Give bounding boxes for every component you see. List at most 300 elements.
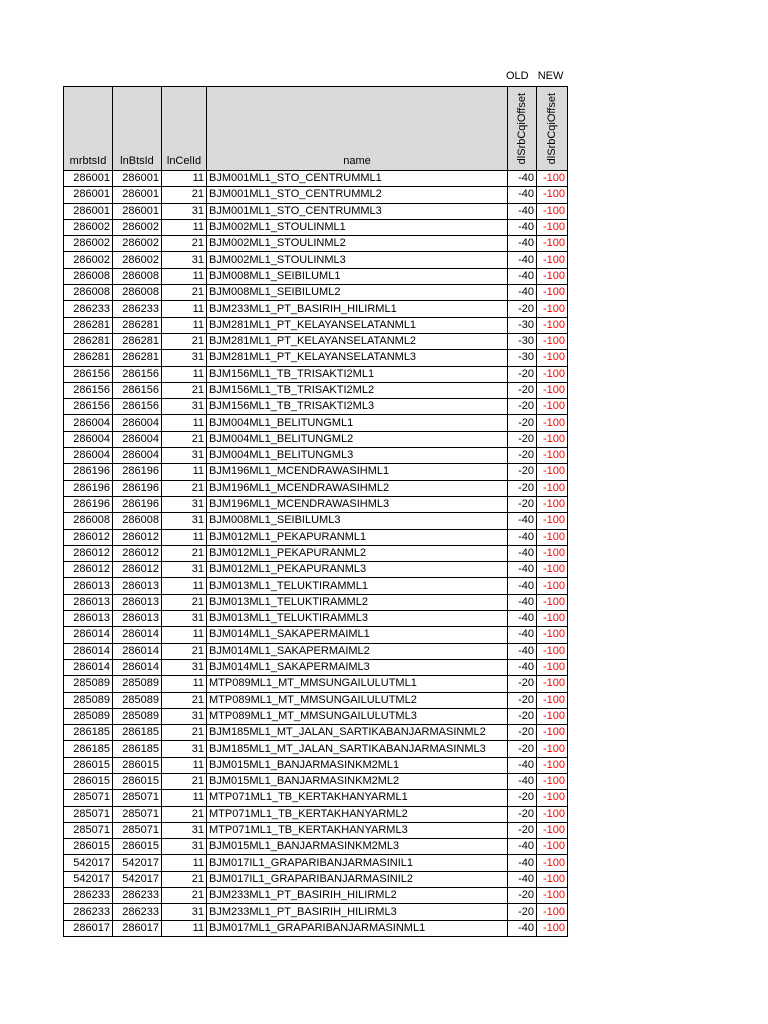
table-row: [64, 366, 568, 382]
table-row: [64, 513, 568, 529]
cell-new-offset: -100: [537, 806, 568, 822]
table-row: [64, 708, 568, 724]
cell-name: BJM015ML1_BANJARMASINKM2ML1: [207, 757, 508, 773]
cell-mrbtsid: 286001: [64, 187, 113, 203]
cell-old-offset: -20: [508, 496, 537, 512]
cell-mrbtsid: 286233: [64, 888, 113, 904]
cell-lnbtsid: 286004: [113, 431, 162, 447]
table-row: [64, 578, 568, 594]
header-row: [64, 87, 568, 171]
cell-mrbtsid: 286001: [64, 171, 113, 187]
cell-old-offset: -40: [508, 203, 537, 219]
cell-lnbtsid: 286012: [113, 562, 162, 578]
cell-mrbtsid: 286281: [64, 317, 113, 333]
cell-lnbtsid: 286008: [113, 513, 162, 529]
cell-mrbtsid: 286004: [64, 431, 113, 447]
cell-lncelid: 11: [162, 219, 207, 235]
cell-new-offset: -100: [537, 203, 568, 219]
cell-new-offset: -100: [537, 268, 568, 284]
cell-lnbtsid: 286196: [113, 496, 162, 512]
cell-mrbtsid: 286196: [64, 480, 113, 496]
cell-name: BJM281ML1_PT_KELAYANSELATANML2: [207, 333, 508, 349]
cell-lncelid: 11: [162, 366, 207, 382]
cell-mrbtsid: 286281: [64, 333, 113, 349]
table-row: [64, 350, 568, 366]
cell-lnbtsid: 286013: [113, 594, 162, 610]
cell-old-offset: -20: [508, 366, 537, 382]
cell-new-offset: -100: [537, 333, 568, 349]
table-row: [64, 545, 568, 561]
cell-old-offset: -40: [508, 578, 537, 594]
cell-old-offset: -20: [508, 692, 537, 708]
table-row: [64, 203, 568, 219]
cell-name: BJM281ML1_PT_KELAYANSELATANML1: [207, 317, 508, 333]
cell-new-offset: -100: [537, 399, 568, 415]
table-row: [64, 333, 568, 349]
cell-lncelid: 11: [162, 464, 207, 480]
cell-old-offset: -20: [508, 480, 537, 496]
table-row: [64, 317, 568, 333]
cell-lncelid: 11: [162, 578, 207, 594]
cell-lncelid: 31: [162, 252, 207, 268]
table-row: [64, 643, 568, 659]
table-row: [64, 415, 568, 431]
cell-lnbtsid: 286233: [113, 301, 162, 317]
cell-lnbtsid: 286017: [113, 920, 162, 936]
cell-lncelid: 31: [162, 659, 207, 675]
cell-mrbtsid: 286013: [64, 594, 113, 610]
cell-lncelid: 21: [162, 871, 207, 887]
cell-new-offset: -100: [537, 301, 568, 317]
cell-old-offset: -40: [508, 285, 537, 301]
cell-mrbtsid: 286012: [64, 545, 113, 561]
cell-mrbtsid: 286014: [64, 627, 113, 643]
cell-lncelid: 21: [162, 643, 207, 659]
cell-old-offset: -20: [508, 676, 537, 692]
cell-name: BJM004ML1_BELITUNGML1: [207, 415, 508, 431]
cell-lnbtsid: 285089: [113, 708, 162, 724]
old-new-labels: [506, 70, 563, 82]
table-row: [64, 757, 568, 773]
cell-lnbtsid: 286012: [113, 545, 162, 561]
cell-lncelid: 11: [162, 790, 207, 806]
cell-old-offset: -40: [508, 594, 537, 610]
cell-lnbtsid: 286281: [113, 333, 162, 349]
table-row: [64, 594, 568, 610]
table-row: [64, 871, 568, 887]
cell-new-offset: -100: [537, 871, 568, 887]
cell-name: BJM001ML1_STO_CENTRUMML3: [207, 203, 508, 219]
cell-new-offset: -100: [537, 741, 568, 757]
cell-lnbtsid: 286233: [113, 888, 162, 904]
cell-old-offset: -20: [508, 888, 537, 904]
cell-lncelid: 21: [162, 545, 207, 561]
cell-old-offset: -20: [508, 464, 537, 480]
cell-old-offset: -20: [508, 822, 537, 838]
cell-lnbtsid: 285071: [113, 790, 162, 806]
cell-mrbtsid: 285089: [64, 676, 113, 692]
cell-lnbtsid: 286001: [113, 187, 162, 203]
cell-new-offset: -100: [537, 513, 568, 529]
cell-new-offset: -100: [537, 611, 568, 627]
cell-old-offset: -30: [508, 333, 537, 349]
cell-name: BJM012ML1_PEKAPURANML2: [207, 545, 508, 561]
cell-lnbtsid: 286281: [113, 350, 162, 366]
cell-lncelid: 21: [162, 480, 207, 496]
cell-new-offset: -100: [537, 659, 568, 675]
cell-name: MTP071ML1_TB_KERTAKHANYARML1: [207, 790, 508, 806]
cell-name: BJM001ML1_STO_CENTRUMML2: [207, 187, 508, 203]
table-row: [64, 611, 568, 627]
cell-new-offset: -100: [537, 676, 568, 692]
cell-name: BJM002ML1_STOULINML3: [207, 252, 508, 268]
cell-mrbtsid: 286004: [64, 415, 113, 431]
cell-new-offset: -100: [537, 317, 568, 333]
cell-mrbtsid: 286002: [64, 252, 113, 268]
cell-new-offset: -100: [537, 725, 568, 741]
cell-mrbtsid: 286008: [64, 285, 113, 301]
cell-new-offset: -100: [537, 382, 568, 398]
cell-old-offset: -40: [508, 236, 537, 252]
cell-new-offset: -100: [537, 904, 568, 920]
cell-new-offset: -100: [537, 464, 568, 480]
cell-name: BJM013ML1_TELUKTIRAMML3: [207, 611, 508, 627]
header-lncelid: lnCelId: [162, 87, 207, 171]
cell-mrbtsid: 286004: [64, 448, 113, 464]
cell-name: BJM185ML1_MT_JALAN_SARTIKABANJARMASINML2: [207, 725, 508, 741]
cell-new-offset: -100: [537, 496, 568, 512]
cell-new-offset: -100: [537, 594, 568, 610]
cell-old-offset: -40: [508, 268, 537, 284]
cell-mrbtsid: 286156: [64, 382, 113, 398]
header-lnbtsid: lnBtsId: [113, 87, 162, 171]
cell-lnbtsid: 286156: [113, 382, 162, 398]
cell-name: BJM002ML1_STOULINML2: [207, 236, 508, 252]
cell-lnbtsid: 285071: [113, 822, 162, 838]
cell-old-offset: -40: [508, 839, 537, 855]
table-row: [64, 219, 568, 235]
cell-mrbtsid: 286015: [64, 839, 113, 855]
cell-new-offset: -100: [537, 888, 568, 904]
cell-name: BJM002ML1_STOULINML1: [207, 219, 508, 235]
table-row: [64, 268, 568, 284]
cell-mrbtsid: 286002: [64, 219, 113, 235]
table-row: [64, 382, 568, 398]
cell-new-offset: -100: [537, 350, 568, 366]
table-row: [64, 496, 568, 512]
cell-name: BJM013ML1_TELUKTIRAMML2: [207, 594, 508, 610]
table-row: [64, 285, 568, 301]
cell-mrbtsid: 542017: [64, 855, 113, 871]
table-body: [64, 171, 568, 937]
cell-name: BJM014ML1_SAKAPERMAIML2: [207, 643, 508, 659]
cell-name: MTP071ML1_TB_KERTAKHANYARML3: [207, 822, 508, 838]
cell-lncelid: 11: [162, 268, 207, 284]
cell-mrbtsid: 286185: [64, 741, 113, 757]
cell-old-offset: -20: [508, 382, 537, 398]
cell-mrbtsid: 286008: [64, 268, 113, 284]
cell-lncelid: 31: [162, 496, 207, 512]
cell-new-offset: -100: [537, 708, 568, 724]
cell-old-offset: -20: [508, 790, 537, 806]
cell-new-offset: -100: [537, 578, 568, 594]
cell-name: BJM008ML1_SEIBILUML1: [207, 268, 508, 284]
cell-mrbtsid: 285071: [64, 790, 113, 806]
table-row: [64, 904, 568, 920]
cell-name: MTP089ML1_MT_MMSUNGAILULUTML2: [207, 692, 508, 708]
cell-new-offset: -100: [537, 415, 568, 431]
cell-name: BJM015ML1_BANJARMASINKM2ML3: [207, 839, 508, 855]
cell-mrbtsid: 286156: [64, 366, 113, 382]
cell-lncelid: 31: [162, 203, 207, 219]
cell-name: BJM233ML1_PT_BASIRIH_HILIRML1: [207, 301, 508, 317]
table-row: [64, 692, 568, 708]
cell-old-offset: -30: [508, 350, 537, 366]
cell-new-offset: -100: [537, 529, 568, 545]
cell-mrbtsid: 286281: [64, 350, 113, 366]
table-row: [64, 659, 568, 675]
cell-lncelid: 21: [162, 333, 207, 349]
cell-lncelid: 31: [162, 562, 207, 578]
cell-mrbtsid: 285071: [64, 806, 113, 822]
cell-lncelid: 21: [162, 236, 207, 252]
cell-old-offset: -40: [508, 855, 537, 871]
cell-mrbtsid: 286233: [64, 904, 113, 920]
cell-mrbtsid: 285089: [64, 692, 113, 708]
cell-lnbtsid: 286008: [113, 268, 162, 284]
cell-old-offset: -40: [508, 920, 537, 936]
cell-name: BJM008ML1_SEIBILUML2: [207, 285, 508, 301]
cell-lnbtsid: 286001: [113, 171, 162, 187]
cell-mrbtsid: 286233: [64, 301, 113, 317]
cell-lnbtsid: 286004: [113, 415, 162, 431]
cell-old-offset: -30: [508, 317, 537, 333]
table-row: [64, 676, 568, 692]
table-row: [64, 725, 568, 741]
cell-new-offset: -100: [537, 545, 568, 561]
table-row: [64, 888, 568, 904]
cell-lncelid: 21: [162, 888, 207, 904]
cell-lnbtsid: 286196: [113, 464, 162, 480]
table-row: [64, 236, 568, 252]
cell-mrbtsid: 286014: [64, 643, 113, 659]
cell-old-offset: -40: [508, 871, 537, 887]
table-row: [64, 562, 568, 578]
table-row: [64, 627, 568, 643]
cell-lnbtsid: 286013: [113, 578, 162, 594]
cell-lncelid: 11: [162, 855, 207, 871]
cell-lnbtsid: 285071: [113, 806, 162, 822]
cell-new-offset: -100: [537, 285, 568, 301]
cell-new-offset: -100: [537, 448, 568, 464]
cell-old-offset: -40: [508, 659, 537, 675]
cell-name: BJM012ML1_PEKAPURANML3: [207, 562, 508, 578]
cell-mrbtsid: 286013: [64, 578, 113, 594]
cell-lncelid: 31: [162, 611, 207, 627]
cell-lnbtsid: 286013: [113, 611, 162, 627]
cell-lncelid: 31: [162, 513, 207, 529]
header-mrbtsid: mrbtsId: [64, 87, 113, 171]
cell-lnbtsid: 285089: [113, 692, 162, 708]
cell-name: BJM001ML1_STO_CENTRUMML1: [207, 171, 508, 187]
cell-new-offset: -100: [537, 252, 568, 268]
cell-lnbtsid: 286002: [113, 252, 162, 268]
cell-old-offset: -40: [508, 187, 537, 203]
cell-lnbtsid: 285089: [113, 676, 162, 692]
cell-name: BJM012ML1_PEKAPURANML1: [207, 529, 508, 545]
cell-name: BJM014ML1_SAKAPERMAIML1: [207, 627, 508, 643]
cell-lnbtsid: 542017: [113, 871, 162, 887]
cell-mrbtsid: 286015: [64, 773, 113, 789]
cell-new-offset: -100: [537, 480, 568, 496]
header-name: name: [207, 87, 508, 171]
cell-lnbtsid: 286185: [113, 741, 162, 757]
cell-mrbtsid: 285071: [64, 822, 113, 838]
cell-name: BJM185ML1_MT_JALAN_SARTIKABANJARMASINML3: [207, 741, 508, 757]
cell-new-offset: -100: [537, 773, 568, 789]
cell-old-offset: -40: [508, 773, 537, 789]
cell-name: BJM196ML1_MCENDRAWASIHML3: [207, 496, 508, 512]
cell-lncelid: 11: [162, 676, 207, 692]
cell-lncelid: 21: [162, 187, 207, 203]
cell-old-offset: -20: [508, 741, 537, 757]
cell-lncelid: 31: [162, 839, 207, 855]
cell-mrbtsid: 286013: [64, 611, 113, 627]
table-row: [64, 822, 568, 838]
cell-lnbtsid: 286156: [113, 366, 162, 382]
header-new-text: dlSrbCqiOffset: [545, 92, 558, 164]
cell-lnbtsid: 542017: [113, 855, 162, 871]
cell-new-offset: -100: [537, 171, 568, 187]
cell-lncelid: 11: [162, 171, 207, 187]
cell-old-offset: -40: [508, 757, 537, 773]
cell-old-offset: -20: [508, 301, 537, 317]
header-old-text: dlSrbCqiOffset: [515, 92, 528, 164]
cell-old-offset: -40: [508, 219, 537, 235]
cell-new-offset: -100: [537, 366, 568, 382]
cell-name: BJM004ML1_BELITUNGML3: [207, 448, 508, 464]
cell-old-offset: -40: [508, 252, 537, 268]
cell-old-offset: -40: [508, 513, 537, 529]
cell-new-offset: -100: [537, 643, 568, 659]
cell-lnbtsid: 286002: [113, 219, 162, 235]
old-label: OLD: [506, 70, 529, 82]
table-row: [64, 480, 568, 496]
table-row: [64, 171, 568, 187]
table-row: [64, 790, 568, 806]
cell-name: BJM015ML1_BANJARMASINKM2ML2: [207, 773, 508, 789]
cell-lncelid: 21: [162, 382, 207, 398]
cell-mrbtsid: 286015: [64, 757, 113, 773]
cell-lncelid: 21: [162, 594, 207, 610]
cell-mrbtsid: 286156: [64, 399, 113, 415]
cell-old-offset: -40: [508, 545, 537, 561]
cell-lnbtsid: 286015: [113, 839, 162, 855]
cell-name: BJM196ML1_MCENDRAWASIHML2: [207, 480, 508, 496]
table-row: [64, 448, 568, 464]
cell-lncelid: 21: [162, 285, 207, 301]
cell-lnbtsid: 286156: [113, 399, 162, 415]
cell-old-offset: -40: [508, 627, 537, 643]
cell-name: BJM233ML1_PT_BASIRIH_HILIRML3: [207, 904, 508, 920]
parameter-table: [63, 86, 568, 937]
cell-lnbtsid: 286281: [113, 317, 162, 333]
cell-lncelid: 11: [162, 301, 207, 317]
cell-mrbtsid: 286001: [64, 203, 113, 219]
table-row: [64, 529, 568, 545]
cell-lncelid: 31: [162, 448, 207, 464]
header-old-dlsrbcqioffset: [508, 87, 537, 171]
cell-mrbtsid: 286008: [64, 513, 113, 529]
table-row: [64, 399, 568, 415]
table-row: [64, 855, 568, 871]
cell-old-offset: -20: [508, 448, 537, 464]
cell-name: BJM004ML1_BELITUNGML2: [207, 431, 508, 447]
cell-lncelid: 31: [162, 822, 207, 838]
cell-mrbtsid: 542017: [64, 871, 113, 887]
cell-lnbtsid: 286002: [113, 236, 162, 252]
cell-mrbtsid: 286014: [64, 659, 113, 675]
cell-name: BJM196ML1_MCENDRAWASIHML1: [207, 464, 508, 480]
cell-old-offset: -40: [508, 643, 537, 659]
cell-lnbtsid: 286001: [113, 203, 162, 219]
cell-lncelid: 11: [162, 920, 207, 936]
cell-name: BJM017IL1_GRAPARIBANJARMASINIL2: [207, 871, 508, 887]
cell-lnbtsid: 286185: [113, 725, 162, 741]
table-row: [64, 773, 568, 789]
cell-new-offset: -100: [537, 219, 568, 235]
cell-lncelid: 21: [162, 806, 207, 822]
table-row: [64, 187, 568, 203]
cell-new-offset: -100: [537, 187, 568, 203]
cell-lncelid: 21: [162, 773, 207, 789]
cell-name: BJM014ML1_SAKAPERMAIML3: [207, 659, 508, 675]
cell-old-offset: -20: [508, 806, 537, 822]
cell-lncelid: 11: [162, 757, 207, 773]
cell-old-offset: -20: [508, 431, 537, 447]
table-row: [64, 431, 568, 447]
table-row: [64, 464, 568, 480]
cell-lnbtsid: 286014: [113, 659, 162, 675]
cell-lnbtsid: 286015: [113, 757, 162, 773]
cell-lnbtsid: 286015: [113, 773, 162, 789]
table-row: [64, 806, 568, 822]
cell-name: BJM017ML1_GRAPARIBANJARMASINML1: [207, 920, 508, 936]
cell-new-offset: -100: [537, 692, 568, 708]
cell-name: BJM281ML1_PT_KELAYANSELATANML3: [207, 350, 508, 366]
cell-old-offset: -40: [508, 529, 537, 545]
cell-old-offset: -20: [508, 708, 537, 724]
cell-lncelid: 21: [162, 692, 207, 708]
cell-new-offset: -100: [537, 236, 568, 252]
cell-old-offset: -20: [508, 399, 537, 415]
cell-mrbtsid: 286017: [64, 920, 113, 936]
cell-lnbtsid: 286233: [113, 904, 162, 920]
cell-mrbtsid: 285089: [64, 708, 113, 724]
table-row: [64, 252, 568, 268]
cell-lncelid: 31: [162, 350, 207, 366]
cell-mrbtsid: 286002: [64, 236, 113, 252]
cell-old-offset: -40: [508, 611, 537, 627]
cell-mrbtsid: 286012: [64, 529, 113, 545]
cell-lnbtsid: 286196: [113, 480, 162, 496]
cell-lncelid: 11: [162, 317, 207, 333]
cell-name: BJM008ML1_SEIBILUML3: [207, 513, 508, 529]
cell-name: BJM156ML1_TB_TRISAKTI2ML1: [207, 366, 508, 382]
cell-name: BJM156ML1_TB_TRISAKTI2ML3: [207, 399, 508, 415]
cell-new-offset: -100: [537, 562, 568, 578]
cell-name: BJM013ML1_TELUKTIRAMML1: [207, 578, 508, 594]
